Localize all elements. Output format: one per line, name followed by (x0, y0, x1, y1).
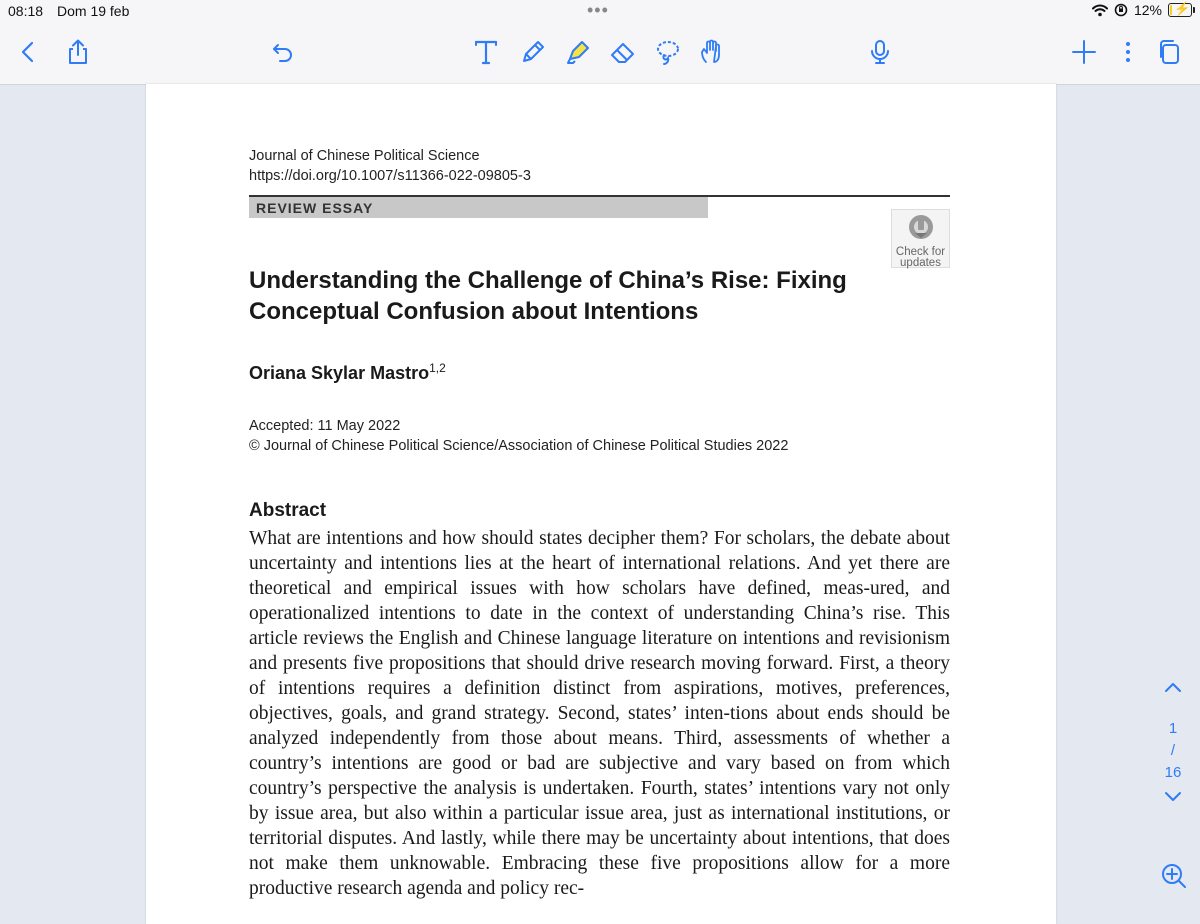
article-meta (249, 416, 788, 456)
status-date: Dom 19 feb (57, 3, 130, 19)
text-tool-icon[interactable] (470, 36, 502, 68)
battery-icon (1168, 3, 1192, 17)
status-time: 08:18 (8, 3, 44, 19)
author-name (249, 361, 446, 384)
journal-name: Journal of Chinese Political Science (249, 148, 480, 164)
microphone-icon[interactable] (864, 36, 896, 68)
abstract-heading: Abstract (249, 500, 327, 521)
annotation-toolbar (0, 22, 1200, 85)
accepted-date: Accepted: 11 May 2022 (249, 418, 401, 434)
pages-icon[interactable] (1154, 36, 1186, 68)
total-pages: 16 (1164, 764, 1182, 781)
multitasking-dots-icon[interactable]: ••• (587, 0, 609, 20)
copyright-notice: © Journal of Chinese Political Science/Association of Chinese Political Studies 2022 (249, 438, 789, 454)
status-right-group (1092, 2, 1192, 18)
doi-link[interactable]: https://doi.org/10.1007/s11366-022-09805-3 (249, 168, 531, 184)
check-updates-icon (907, 213, 935, 241)
author-text: Oriana Skylar Mastro (249, 363, 430, 383)
check-for-updates-badge[interactable] (891, 209, 950, 268)
lasso-icon[interactable] (652, 36, 684, 68)
page-indicator (1158, 718, 1188, 784)
abstract-text: What are intentions and how should states decipher them? For scholars, the debate about uncertainty and intentions lies at the heart of international relations. And yet there are theoretical and empirical issues with how scholars have defined, meas-ured, and operationalized intentions to date in the context of understanding China’s rise. This article reviews the English and Chinese language literature on intentions and revisionism and presents five propositions that should drive research moving forward. First, a theory of intentions requires a definition distinct from aspirations, motives, preferences, objectives, goals, and grand strategy. Second, states’ inten-tions about ends should be analyzed independently from those about means. Third, assessments of whether a country’s intentions are good or bad are subjective and vary based on from which country’s perspective the analysis is undertaken. Fourth, states’ intentions vary not only by issue area, but also within a particular issue area, just as international institutions, or territorial disputes. And lastly, while there may be uncertainty about intentions, that does not make them unknowable. Embracing these five propositions allow for a more productive research agenda and policy rec- (249, 528, 950, 899)
highlighter-icon[interactable] (562, 36, 594, 68)
share-icon[interactable] (62, 36, 94, 68)
section-label: REVIEW ESSAY (249, 197, 708, 218)
current-page: 1 (1168, 720, 1178, 737)
battery-fill (1170, 5, 1172, 15)
article-title: Understanding the Challenge of China’s Rise: Fixing Conceptual Confusion about Intentions (249, 267, 847, 325)
undo-icon[interactable] (267, 36, 299, 68)
previous-page-icon[interactable] (1164, 680, 1182, 698)
wifi-icon (1092, 4, 1108, 17)
journal-header (249, 146, 531, 186)
back-icon[interactable] (12, 36, 44, 68)
pen-icon[interactable] (517, 36, 549, 68)
zoom-in-icon[interactable] (1160, 862, 1188, 895)
orientation-lock-icon (1114, 3, 1128, 17)
pdf-page[interactable] (146, 84, 1056, 924)
battery-percent: 12% (1133, 2, 1162, 18)
check-updates-text-1: Check for (895, 246, 946, 258)
add-icon[interactable] (1068, 36, 1100, 68)
author-affiliation: 1,2 (429, 361, 446, 375)
next-page-icon[interactable] (1164, 790, 1182, 808)
page-separator: / (1170, 742, 1176, 759)
more-icon[interactable] (1112, 36, 1144, 68)
hand-icon[interactable] (696, 36, 728, 68)
status-bar (0, 0, 1200, 22)
charging-bolt-icon: ⚡ (1174, 1, 1191, 16)
eraser-icon[interactable] (607, 36, 639, 68)
check-updates-text-2: updates (900, 257, 941, 269)
